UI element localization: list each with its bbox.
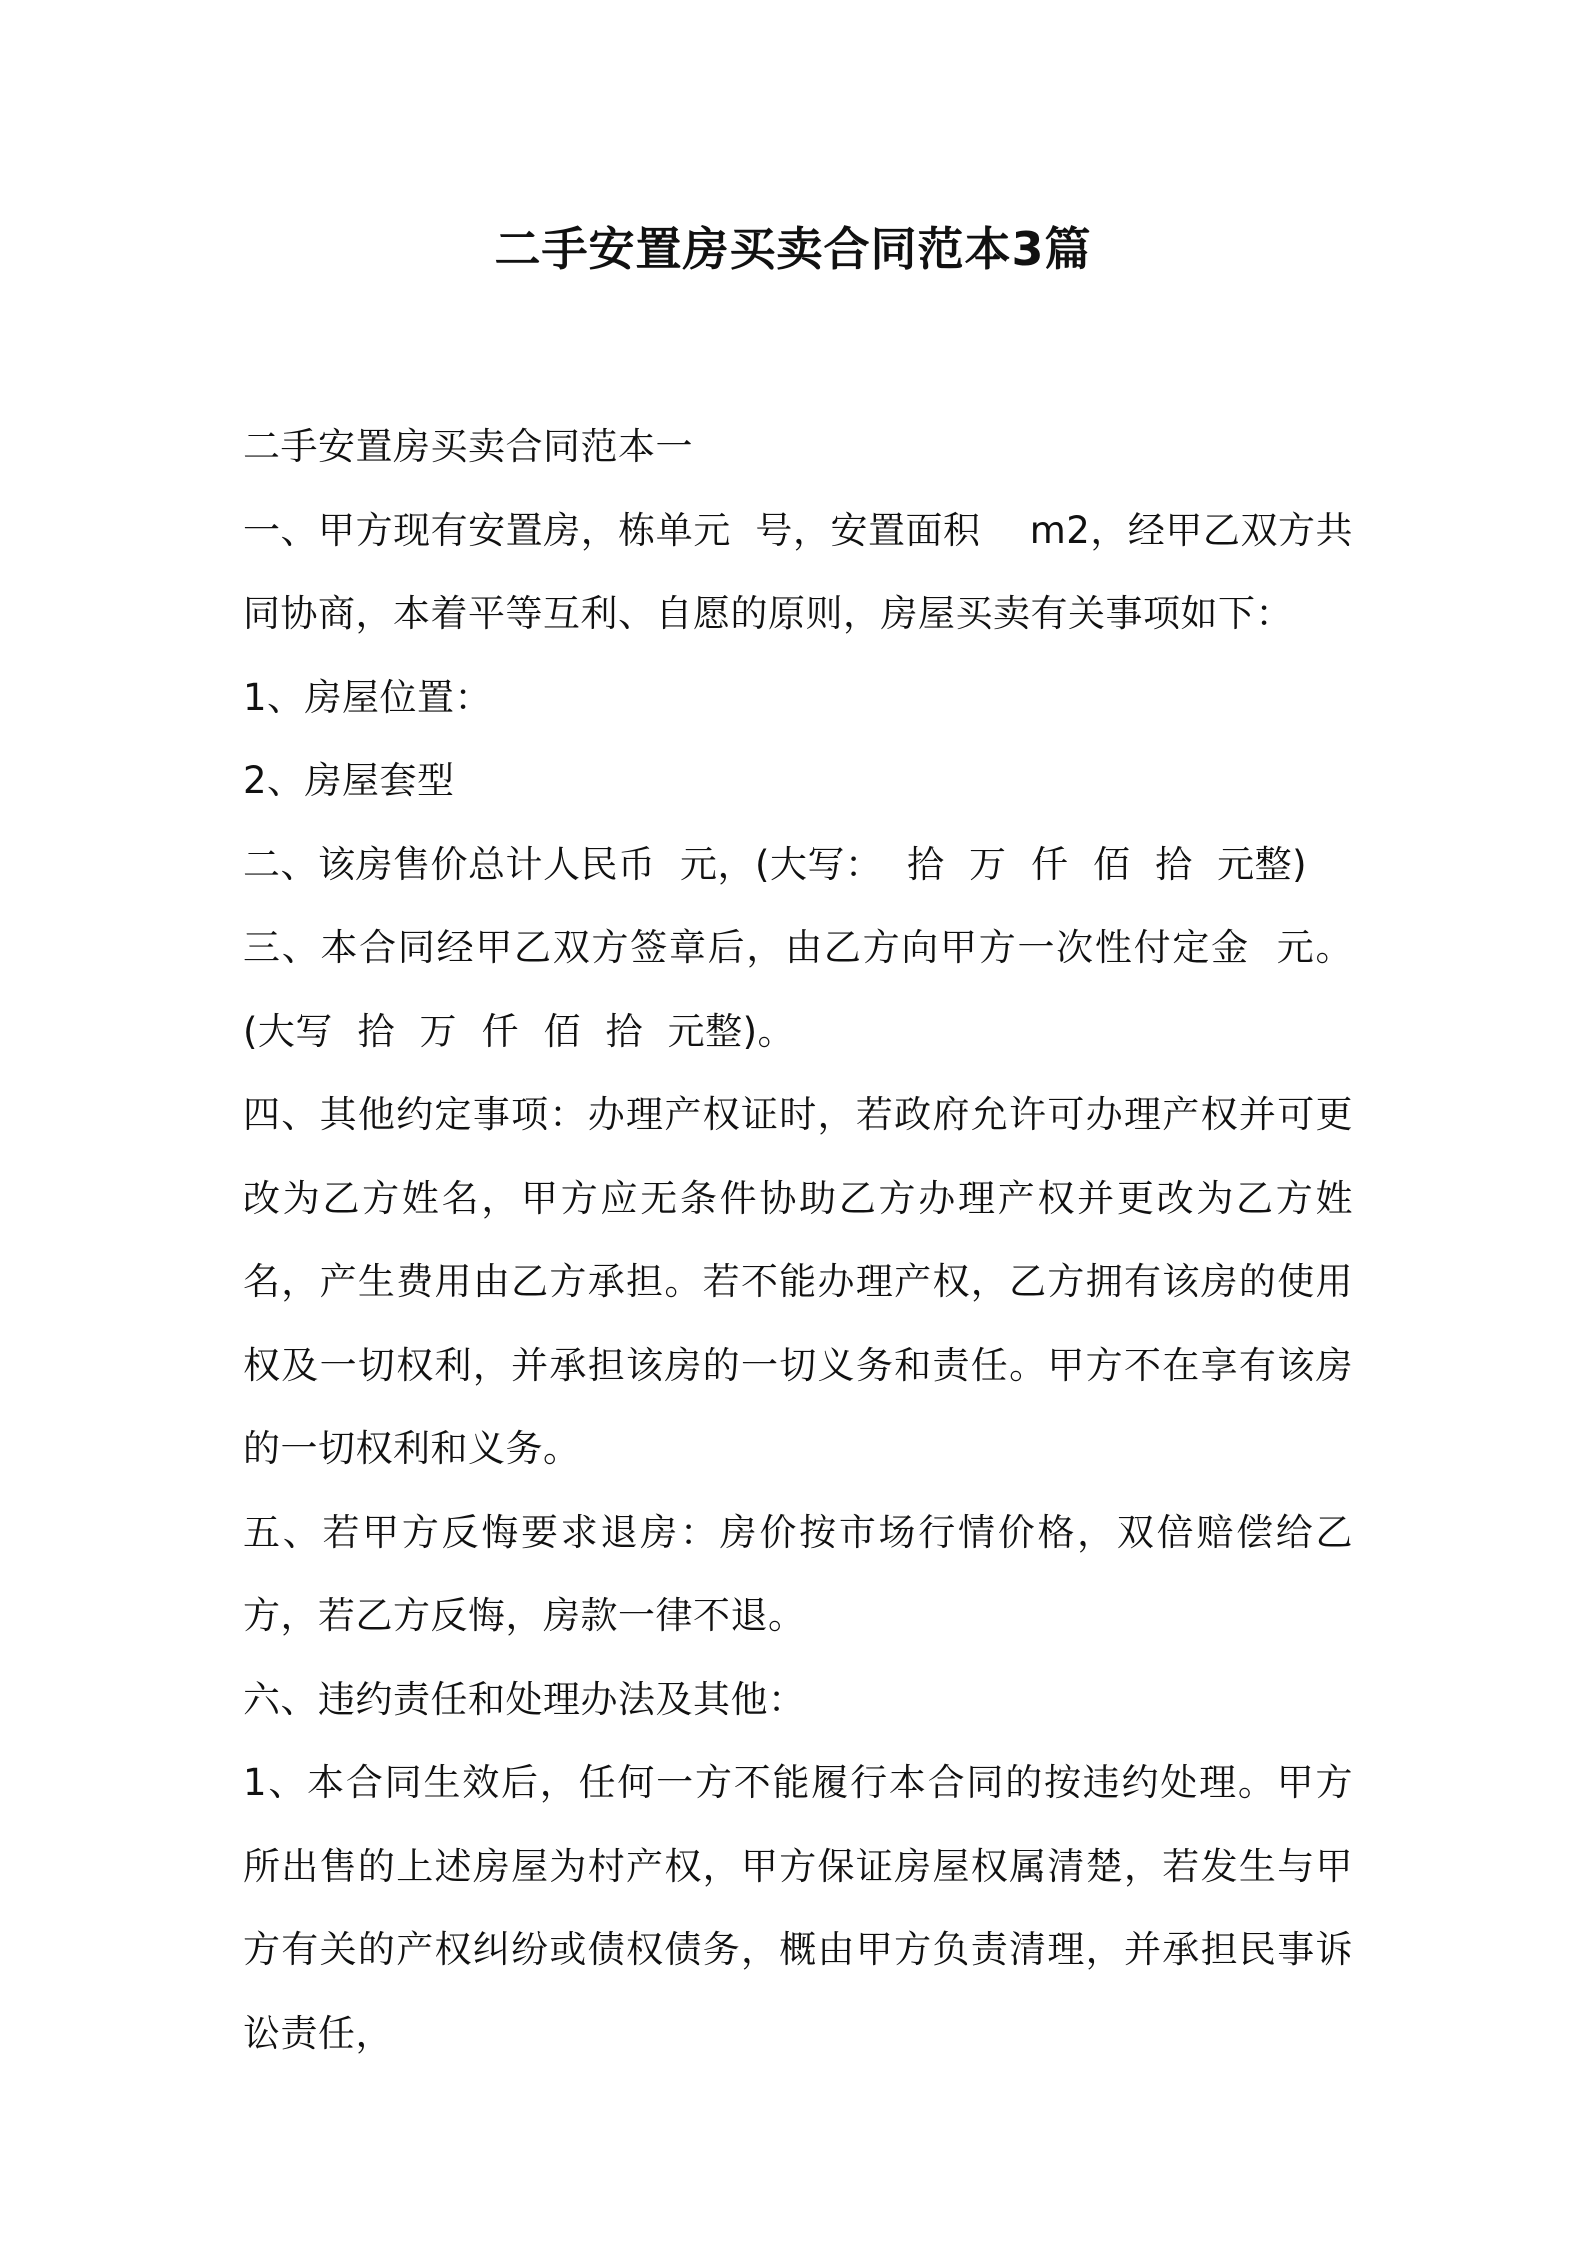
paragraph-item-layout: 2、房屋套型 [243, 759, 455, 802]
section-heading: 二手安置房买卖合同范本一 [243, 425, 693, 468]
paragraph-clause-3: 三、本合同经甲乙双方签章后，由乙方向甲方一次性付定金 元。(大写 拾 万 仟 佰 拾 元整)。 [243, 926, 1353, 1053]
paragraph-clause-6: 六、违约责任和处理办法及其他： [243, 1677, 806, 1721]
paragraph-clause-4: 四、其他约定事项：办理产权证时，若政府允许可办理产权并可更改为乙方姓名，甲方应无条件协助乙方办理产权并更改为乙方姓名，产生费用由乙方承担。若不能办理产权，乙方拥有该房的使用权及一切权利，并承担该房的一切义务和责任。甲方不在享有该房的一切权利和义务。 [243, 1093, 1353, 1470]
paragraph-clause-1: 一、甲方现有安置房，栋单元 号，安置面积 m2，经甲乙双方共同协商，本着平等互利、自愿的原则，房屋买卖有关事项如下： [243, 508, 1353, 635]
paragraph-clause-2: 二、该房售价总计人民币 元，(大写： 拾 万 仟 佰 拾 元整) [243, 842, 1308, 886]
paragraph-clause-5: 五、若甲方反悔要求退房：房价按市场行情价格，双倍赔偿给乙方，若乙方反悔，房款一律不退。 [243, 1510, 1353, 1637]
document-title: 二手安置房买卖合同范本3篇 [494, 222, 1092, 276]
paragraph-item-location: 1、房屋位置： [243, 675, 493, 719]
document-body [243, 405, 1353, 2075]
paragraph-clause-6-item-1: 1、本合同生效后，任何一方不能履行本合同的按违约处理。甲方所出售的上述房屋为村产权，甲方保证房屋权属清楚，若发生与甲方有关的产权纠纷或债权债务，概由甲方负责清理，并承担民事诉讼责任， [243, 1761, 1353, 2055]
